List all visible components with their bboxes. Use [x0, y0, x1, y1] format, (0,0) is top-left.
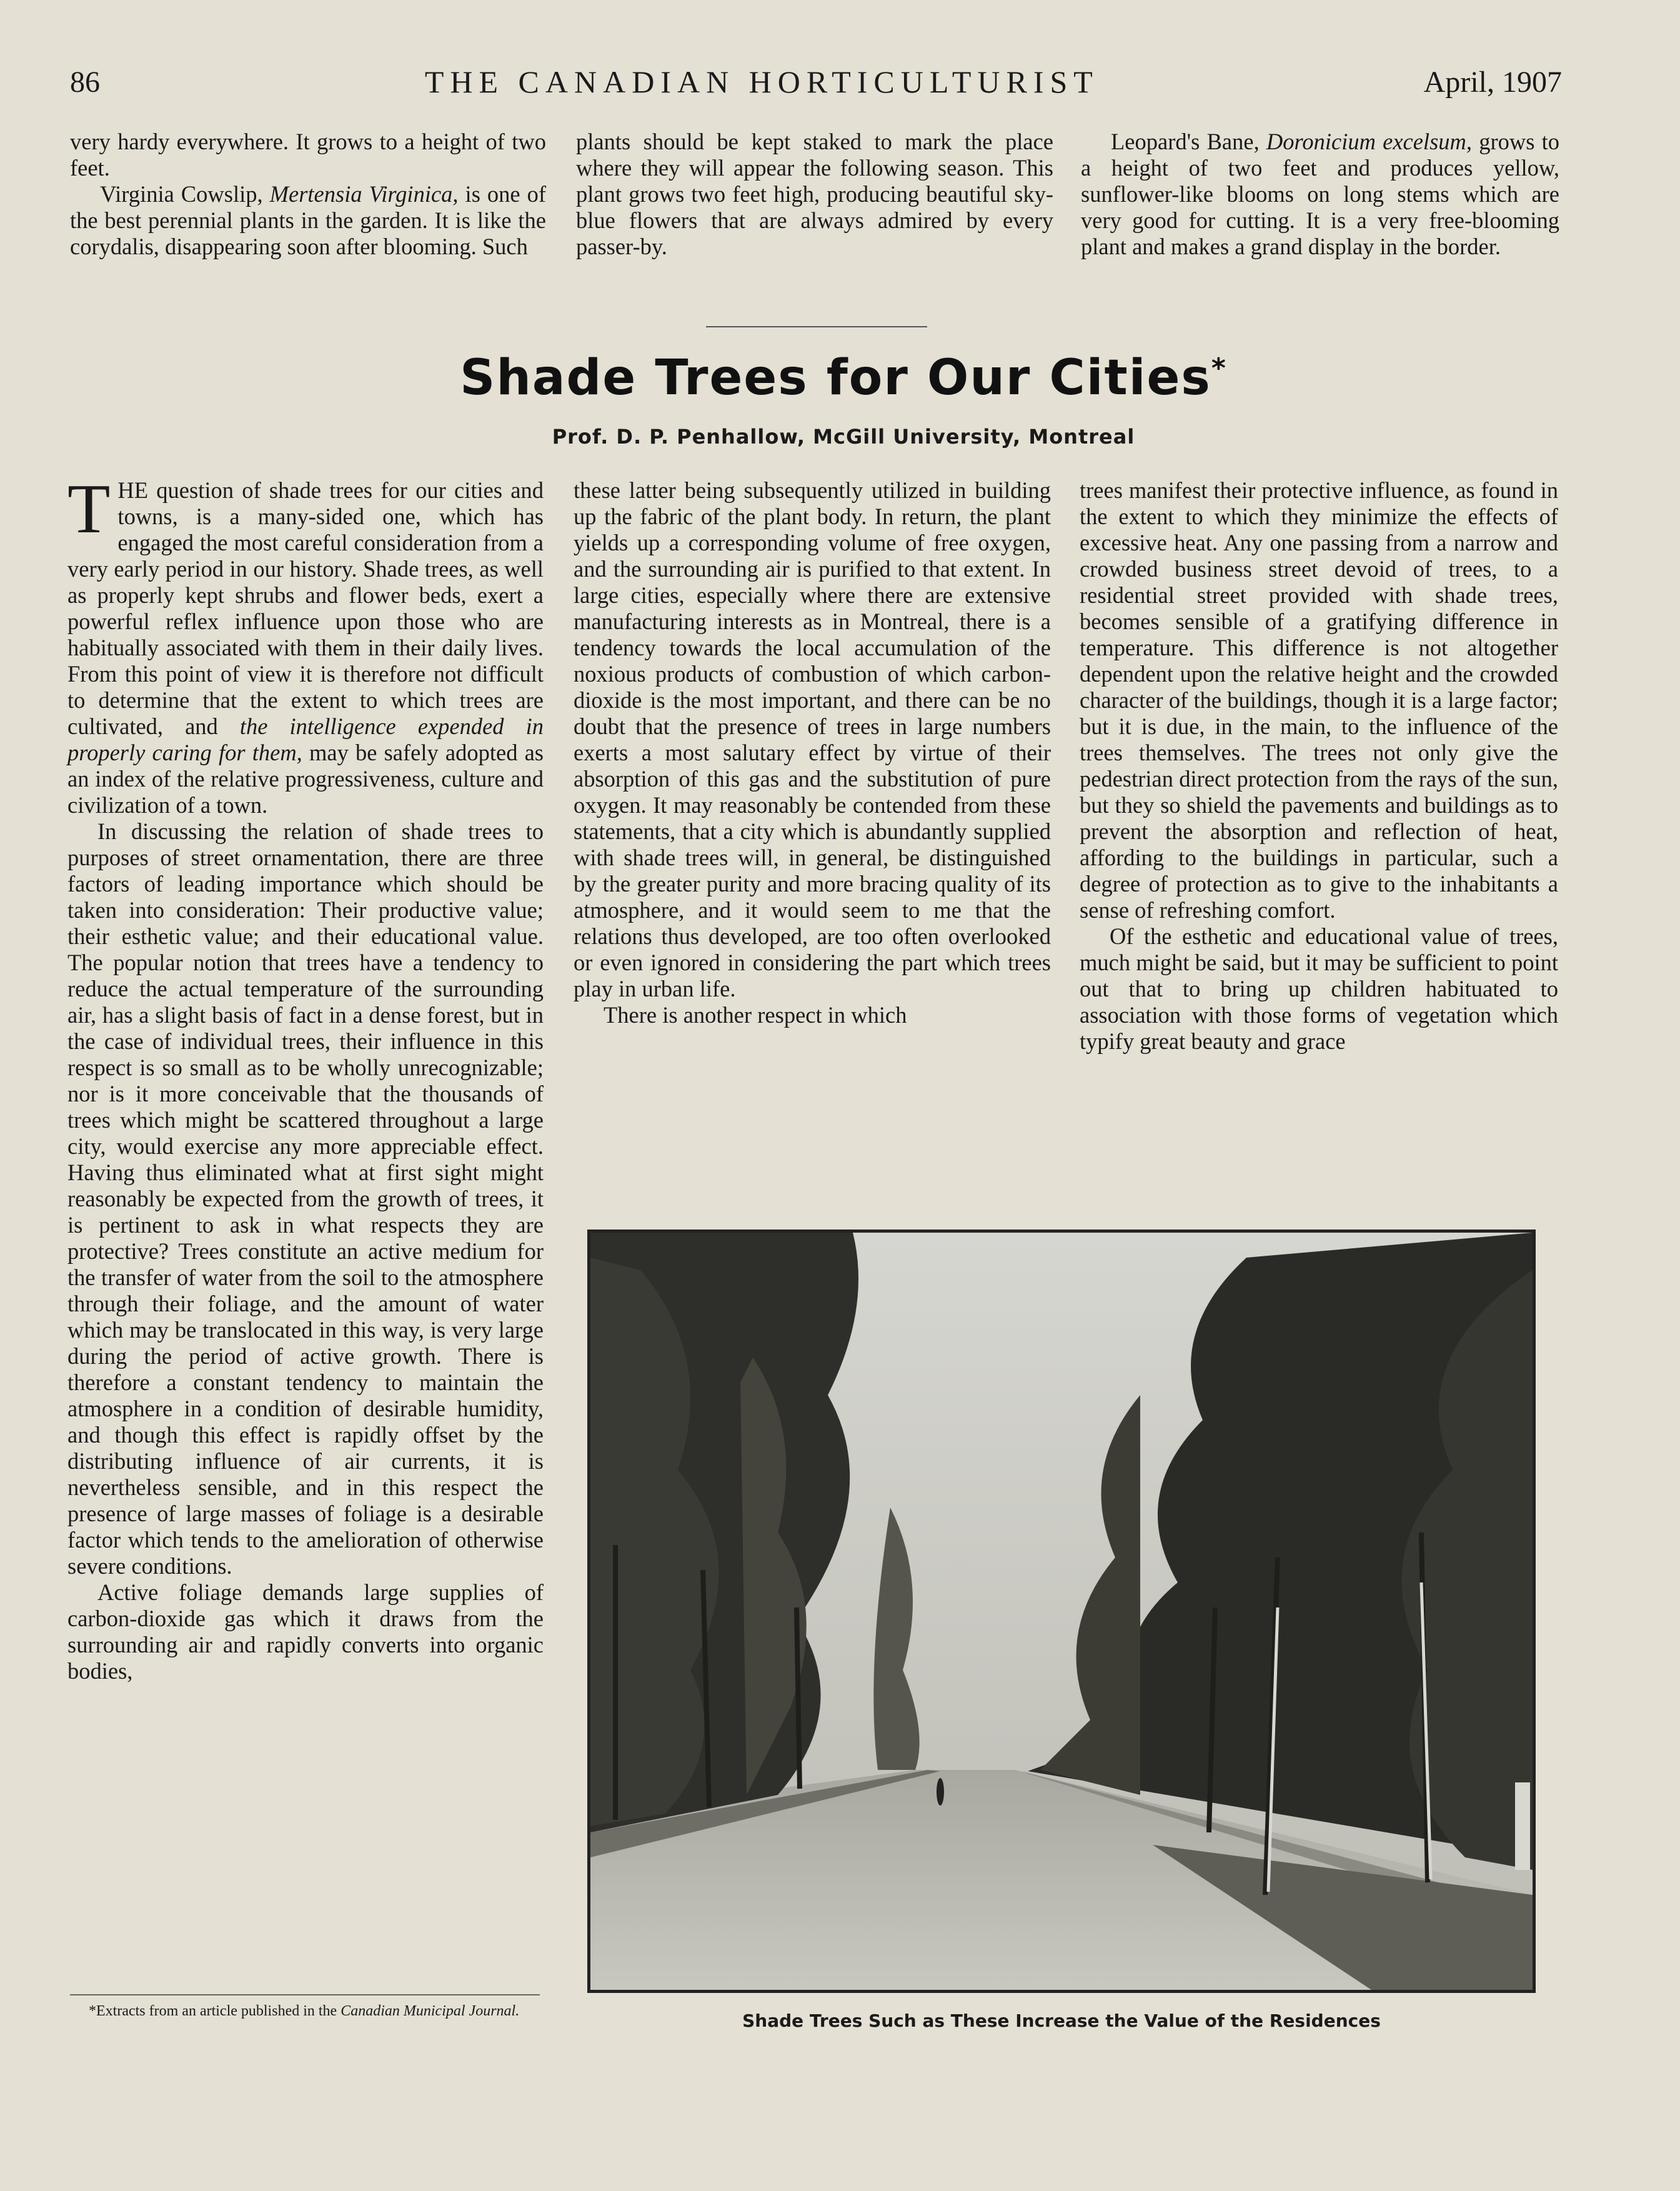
paragraph: Leopard's Bane, Doronicium excelsum, grows to a height of two feet and produces yellow, sunflower-like blooms on long stems which are very good for cutting. It is a very free-blooming plant and makes a grand display in the border.: [1081, 129, 1559, 259]
paragraph: trees manifest their protective influence, as found in the extent to which they minimize the effects of excessive heat. Any one passing from a narrow and crowded business street devoid of trees, to a residential street provided with shade trees, becomes sensible of a gratifying difference in temperature. This difference is not altogether dependent upon the relative height and the crowded character of the buildings, though it is a large factor; but it is due, in the main, to the influence of the trees themselves. The trees not only give the pedestrian direct protection from the rays of the sun, but they so shield the pavements and buildings as to prevent the absorption and reflection of heat, affording to the buildings in particular, such a degree of protection as to give to the inhabitants a sense of refreshing comfort.: [1080, 477, 1558, 923]
article-column-1: [67, 470, 544, 1684]
paragraph: Active foliage demands large supplies of carbon-dioxide gas which it draws from the surrounding air and rapidly converts into organic bodies,: [67, 1579, 544, 1684]
paragraph: THE question of shade trees for our cities and towns, is a many-sided one, which has engaged the most careful consideration from a very early period in our history. Shade trees, as well as properly kept shrubs and flower beds, exert a powerful reflex influence upon those who are habitually associated with them in their daily lives. From this point of view it is therefore not difficult to determine that the extent to which trees are cultivated, and the intelligence expended in properly caring for them, may be safely adopted as an index of the relative progressiveness, culture and civilization of a town.: [67, 470, 544, 818]
article-column-2: [574, 477, 1051, 1028]
section-divider: [706, 326, 927, 327]
paragraph: these latter being subsequently utilized in building up the fabric of the plant body. In return, the plant yields up a corresponding volume of free oxygen, and the surrounding air is purified to that extent. In large cities, especially where there are extensive manufacturing interests as in Montreal, there is a tendency towards the local accumulation of the noxious products of combustion of which carbon-dioxide is the most important, and there can be no doubt that the presence of trees in large numbers exerts a most salutary effect by virtue of their absorption of this gas and the substitution of pure oxygen. It may reasonably be contended from these statements, that a city which is abundantly supplied with shade trees will, in general, be distinguished by the greater purity and more bracing quality of its atmosphere, and it would seem to me that the relations thus developed, are too often overlooked or even ignored in considering the part which trees play in urban life.: [574, 477, 1051, 1001]
paragraph: In discussing the relation of shade trees to purposes of street ornamentation, there are three factors of leading importance which should be taken into consideration: Their productive value; their esthetic value; and their educational value. The popular notion that trees have a tendency to reduce the actual temperature of the surrounding air, has a slight basis of fact in a dense forest, but in the case of individual trees, their influence in this respect is so small as to be wholly unrecognizable; nor is it more conceivable that the thousands of trees which might be scattered throughout a large city, would exercise any more appreciable effect. Having thus eliminated what at first sight might reasonably be expected from the growth of trees, it is pertinent to ask in what respects they are protective? Trees constitute an active medium for the transfer of water from the soil to the atmosphere through their foliage, and the amount of water which may be translocated in this way, is very large during the period of active growth. There is therefore a constant tendency to maintain the atmosphere in a condition of desirable humidity, and though this effect is rapidly offset by the distributing influence of air currents, it is nevertheless sensible, and in this respect the presence of large masses of foliage is a desirable factor which tends to the amelioration of otherwise severe conditions.: [67, 818, 544, 1579]
paragraph: There is another respect in which: [604, 1002, 907, 1028]
article-title: Shade Trees for Our Cities*: [460, 350, 1227, 406]
footnote: *Extracts from an article published in the Canadian Municipal Journal.: [89, 2003, 520, 2019]
page-header: [70, 60, 1562, 104]
tree-lined-street-image: [590, 1233, 1533, 1990]
paragraph: Virginia Cowslip, Mertensia Virginica, is one of the best perennial plants in the garden. It is like the corydalis, disappearing soon after blooming. Such: [70, 181, 546, 259]
paragraph: very hardy everywhere. It grows to a height of two feet.: [70, 129, 546, 181]
page-number: 86: [70, 65, 100, 99]
previous-article-column-1: [70, 129, 546, 260]
article-column-3: [1080, 477, 1558, 1055]
paragraph: Of the esthetic and educational value of trees, much might be said, but it may be sufficient to point out that to bring up children habituated to association with those forms of vegetation which typify great beauty and grace: [1080, 923, 1558, 1054]
paragraph: plants should be kept staked to mark the place where they will appear the following season. This plant grows two feet high, producing beautiful sky-blue flowers that are always admired by every passer-by.: [576, 129, 1053, 259]
street-photo: [587, 1230, 1536, 1993]
article-byline: Prof. D. P. Penhallow, McGill University, Montreal: [552, 425, 1135, 449]
photo-caption: Shade Trees Such as These Increase the Value of the Residences: [742, 2010, 1381, 2031]
drop-cap: T: [67, 470, 111, 548]
footnote-divider: [70, 1994, 540, 1995]
previous-article-column-3: [1081, 129, 1559, 260]
previous-article-column-2: [576, 129, 1053, 260]
journal-title: THE CANADIAN HORTICULTURIST: [424, 64, 1099, 99]
issue-date: April, 1907: [1423, 65, 1562, 99]
